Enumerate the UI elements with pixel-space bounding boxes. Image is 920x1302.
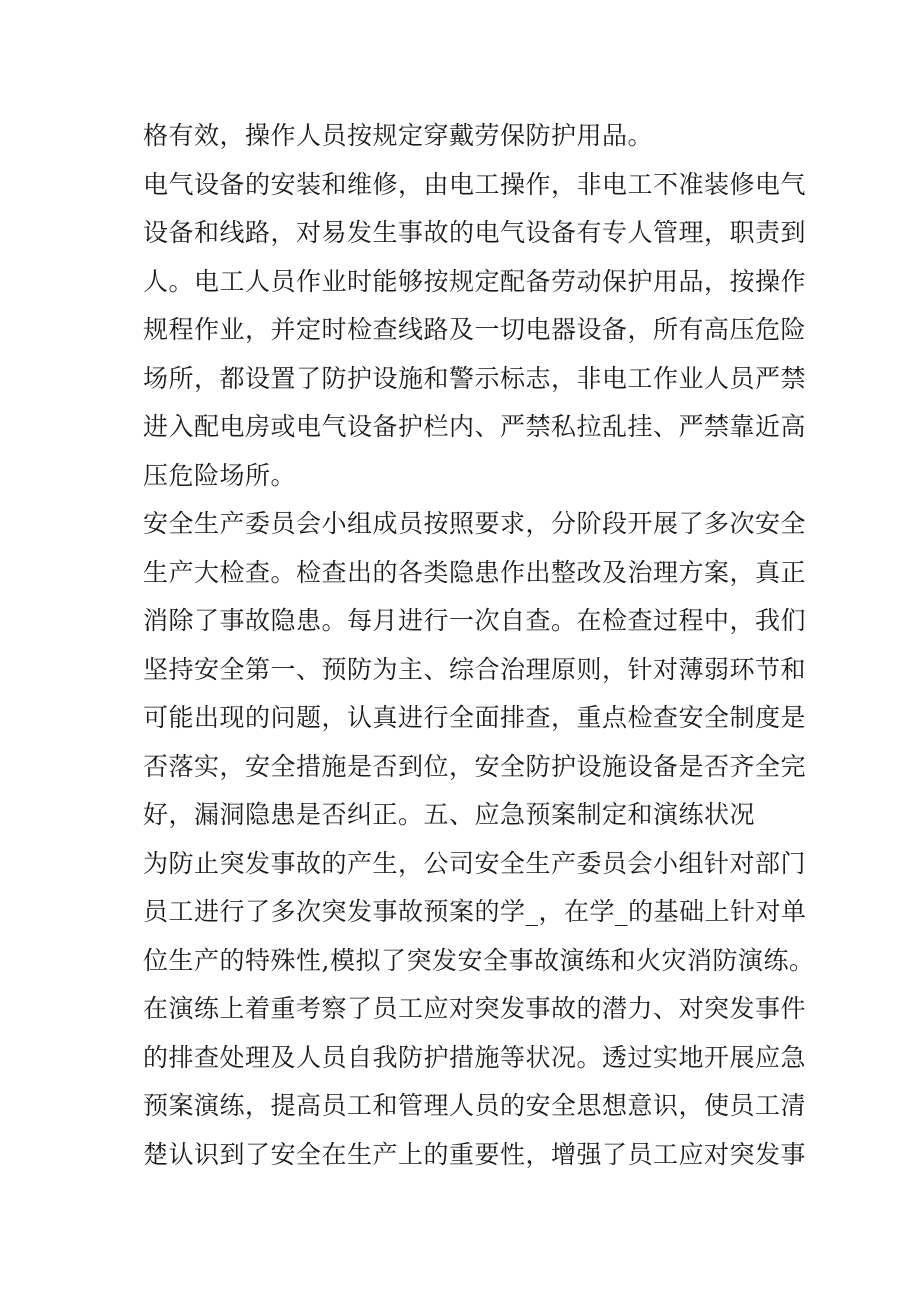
text-line: 员工进行了多次突发事故预案的学_，在学_的基础上针对单 (143, 897, 807, 926)
text-line: 生产大检查。检查出的各类隐患作出整改及治理方案，真正 (143, 557, 807, 587)
text-line: 电气设备的安装和维修，由电工操作，非电工不准装修电气 (143, 169, 807, 199)
text-line: 好，漏洞隐患是否纠正。五、应急预案制定和演练状况 (143, 800, 756, 829)
text-line: 否落实，安全措施是否到位，安全防护设施设备是否齐全完 (143, 751, 807, 781)
text-line: 规程作业，并定时检查线路及一切电器设备，所有高压危险 (143, 315, 807, 344)
text-line: 格有效，操作人员按规定穿戴劳保防护用品。 (143, 121, 654, 150)
text-line: 可能出现的问题，认真进行全面排查，重点检查安全制度是 (143, 703, 807, 732)
text-line: 为防止突发事故的产生，公司安全生产委员会小组针对部门 (143, 848, 807, 878)
text-line: 消除了事故隐患。每月进行一次自查。在检查过程中，我们 (143, 606, 807, 635)
text-line: 场所，都设置了防护设施和警示标志，非电工作业人员严禁 (143, 363, 807, 393)
body-text (143, 112, 815, 1179)
text-line: 预案演练，提高员工和管理人员的安全思想意识，使员工清 (143, 1091, 807, 1120)
text-line: 的排查处理及人员自我防护措施等状况。透过实地开展应急 (143, 1042, 807, 1072)
text-line: 设备和线路，对易发生事故的电气设备有专人管理，职责到 (143, 218, 807, 247)
text-line: 位生产的特殊性,模拟了突发安全事故演练和火灾消防演练。 (143, 945, 815, 975)
text-line: 人。电工人员作业时能够按规定配备劳动保护用品，按操作 (143, 266, 807, 296)
text-line: 安全生产委员会小组成员按照要求，分阶段开展了多次安全 (143, 509, 807, 538)
text-line: 楚认识到了安全在生产上的重要性，增强了员工应对突发事 (143, 1139, 807, 1169)
text-line: 坚持安全第一、预防为主、综合治理原则，针对薄弱环节和 (143, 654, 807, 684)
text-line: 进入配电房或电气设备护栏内、严禁私拉乱挂、严禁靠近高 (143, 412, 807, 441)
text-line: 在演练上着重考察了员工应对突发事故的潜力、对突发事件 (143, 994, 807, 1023)
text-line: 压危险场所。 (143, 460, 297, 490)
